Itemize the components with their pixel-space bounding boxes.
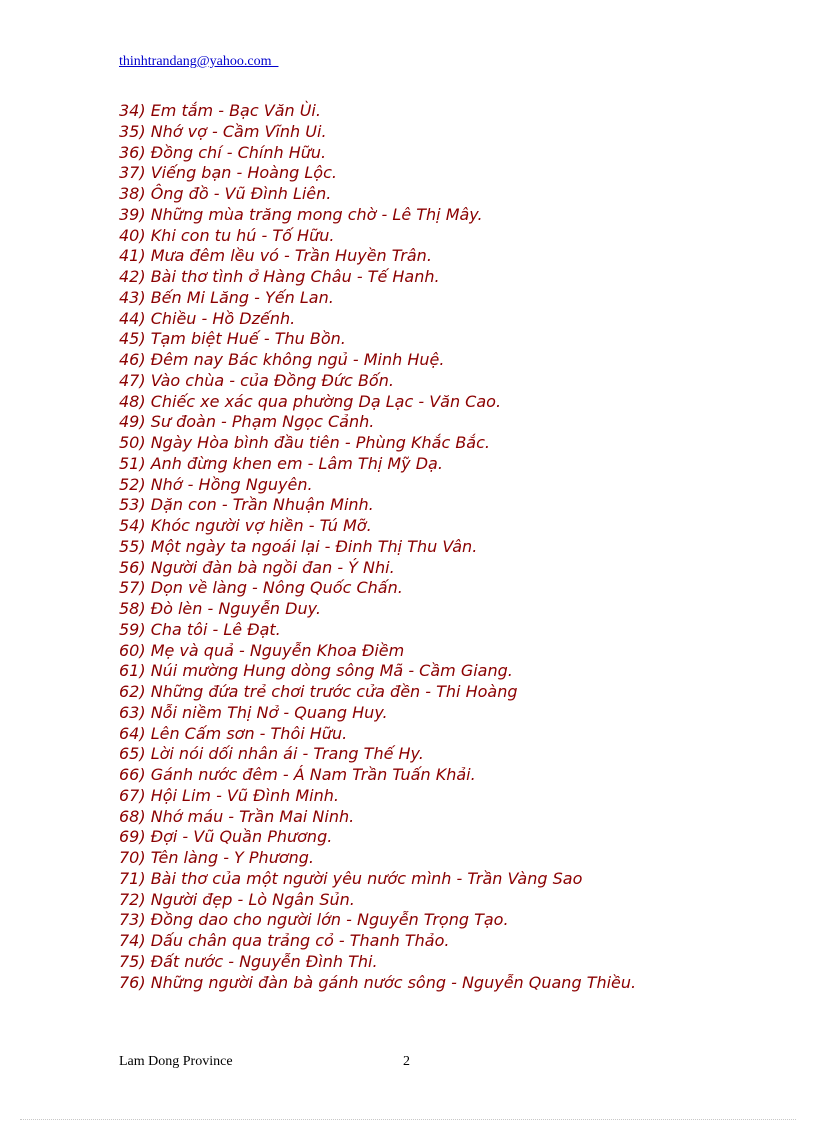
poem-item: 67) Hội Lim - Vũ Đình Minh. — [119, 785, 339, 805]
poem-item: 41) Mưa đêm lều vó - Trần Huyền Trân. — [119, 246, 432, 266]
poem-item: 57) Dọn về làng - Nông Quốc Chấn. — [119, 578, 403, 598]
poem-item: 66) Gánh nước đêm - Á Nam Trần Tuấn Khải. — [119, 765, 476, 784]
poem-item: 52) Nhớ - Hồng Nguyên. — [119, 474, 313, 494]
poem-item: 65) Lời nói dối nhân ái - Trang Thế Hy. — [119, 744, 424, 764]
poem-item: 42) Bài thơ tình ở Hàng Châu - Tế Hanh. — [119, 267, 440, 286]
poem-item: 35) Nhớ vợ - Cầm Vĩnh Ui. — [119, 121, 327, 141]
poem-item: 72) Người đẹp - Lò Ngân Sủn. — [119, 889, 355, 909]
poem-item: 71) Bài thơ của một người yêu nước mình - Trần Vàng Sao — [119, 868, 583, 888]
poem-item: 50) Ngày Hòa bình đầu tiên - Phùng Khắc Bắc. — [119, 433, 490, 452]
footer-location: Lam Dong Province — [119, 1054, 233, 1069]
poem-item: 56) Người đàn bà ngồi đan - Ý Nhi. — [119, 557, 395, 577]
page-divider — [20, 1119, 796, 1120]
poem-item: 69) Đợi - Vũ Quần Phương. — [119, 827, 333, 847]
poem-item: 46) Đêm nay Bác không ngủ - Minh Huệ. — [119, 350, 445, 369]
poem-item: 74) Dấu chân qua trảng cỏ - Thanh Thảo. — [119, 931, 450, 950]
poem-item: 63) Nỗi niềm Thị Nở - Quang Huy. — [119, 702, 388, 722]
poem-item: 62) Những đứa trẻ chơi trước cửa đền - Thi Hoàng — [119, 682, 518, 701]
poem-item: 36) Đồng chí - Chính Hữu. — [119, 142, 327, 162]
author-email-link[interactable]: thinhtrandang@yahoo.com — [119, 54, 279, 69]
poem-item: 34) Em tắm - Bạc Văn Ùi. — [119, 101, 321, 120]
poem-item: 51) Anh đừng khen em - Lâm Thị Mỹ Dạ. — [119, 453, 443, 473]
poem-item: 61) Núi mường Hung dòng sông Mã - Cầm Giang. — [119, 661, 513, 681]
poem-item: 45) Tạm biệt Huế - Thu Bồn. — [119, 329, 346, 349]
poem-item: 68) Nhớ máu - Trần Mai Ninh. — [119, 806, 355, 826]
page-number: 2 — [403, 1054, 410, 1069]
poem-item: 75) Đất nước - Nguyễn Đình Thi. — [119, 951, 378, 971]
poem-item: 40) Khi con tu hú - Tố Hữu. — [119, 225, 335, 245]
poem-item: 59) Cha tôi - Lê Đạt. — [119, 619, 281, 639]
poem-item: 49) Sư đoàn - Phạm Ngọc Cảnh. — [119, 412, 375, 432]
poem-item: 37) Viếng bạn - Hoàng Lộc. — [119, 163, 337, 183]
poem-item: 44) Chiều - Hồ Dzếnh. — [119, 308, 296, 328]
poem-item: 54) Khóc người vợ hiền - Tú Mỡ. — [119, 516, 372, 535]
poem-item: 64) Lên Cấm sơn - Thôi Hữu. — [119, 723, 348, 743]
poem-item: 53) Dặn con - Trần Nhuận Minh. — [119, 495, 374, 515]
poem-item: 60) Mẹ và quả - Nguyễn Khoa Điềm — [119, 640, 405, 660]
poem-item: 73) Đồng dao cho người lớn - Nguyễn Trọng Tạo. — [119, 910, 509, 930]
poem-item: 48) Chiếc xe xác qua phường Dạ Lạc - Văn Cao. — [119, 391, 502, 411]
poem-item: 55) Một ngày ta ngoái lại - Đinh Thị Thu Vân. — [119, 536, 478, 556]
poem-item: 58) Đò lèn - Nguyễn Duy. — [119, 599, 321, 618]
poem-item: 76) Những người đàn bà gánh nước sông - Nguyễn Quang Thiều. — [119, 972, 637, 992]
poem-item: 47) Vào chùa - của Đồng Đức Bốn. — [119, 370, 394, 390]
poem-item: 43) Bến Mi Lăng - Yến Lan. — [119, 287, 334, 307]
poem-list — [119, 101, 679, 993]
poem-item: 38) Ông đồ - Vũ Đình Liên. — [119, 184, 332, 203]
poem-item: 70) Tên làng - Y Phương. — [119, 848, 315, 867]
poem-item: 39) Những mùa trăng mong chờ - Lê Thị Mây. — [119, 204, 483, 224]
